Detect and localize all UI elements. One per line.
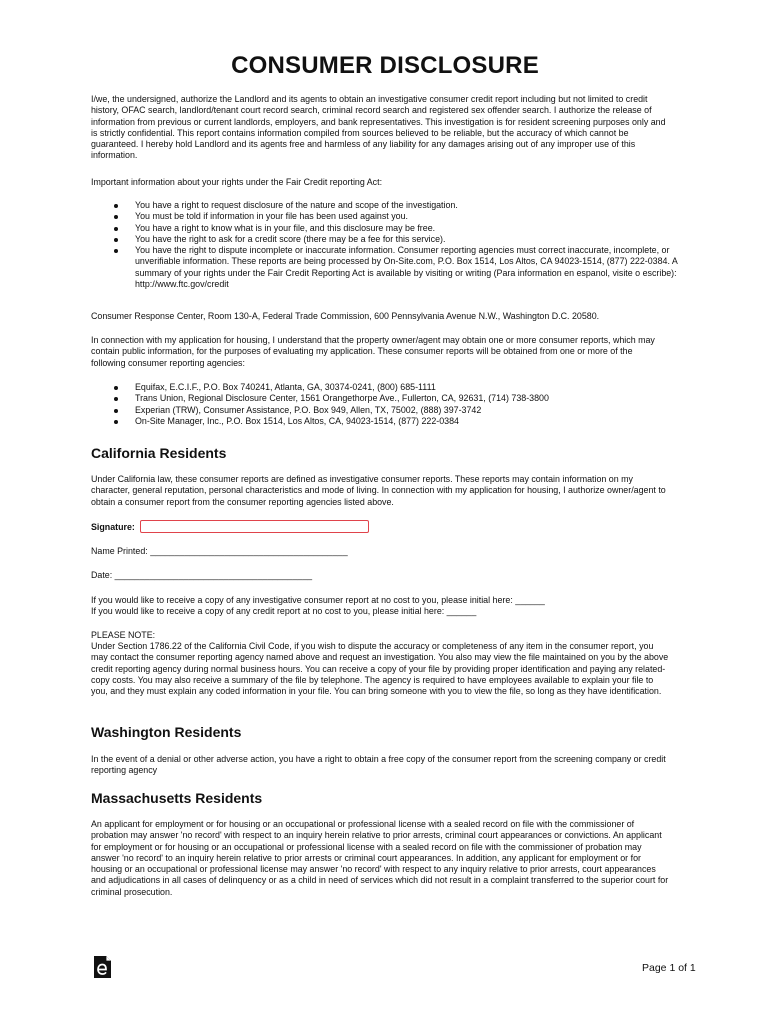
signature-field[interactable]: [140, 520, 369, 533]
massachusetts-paragraph: An applicant for employment or for housing or an occupational or professional license with a sealed record on file with the commissioner of probation may answer 'no record' with respect to an inquiry herein relative to prior arrests, criminal court appearances or convictions. An applicant for employment or for housing or an occupational or professional license with a sealed record on file with the commissioner of probation may answer 'no record' to an inquiry herein relative to prior arrests or criminal court appearances. In addition, any applicant for employment or for housing or an occupational or professional license may answer 'no record' with respect to any inquiry relative to prior arrests, court appearances and adjudications in all cases of delinquency or as a child in need of services which did not result in a complaint transferred to the superior court for criminal prosecution.: [91, 819, 669, 897]
please-note-paragraph: Under Section 1786.22 of the California Civil Code, if you wish to dispute the accuracy or completeness of any item in the consumer report, you may contact the consumer reporting agency named above and request an investigation. You also may view the file maintained on you by the above credit reporting agency during normal business hours. You can receive a copy of your file by providing proper identification and paying any related-copy costs. You may also receive a summary of the file by telephone. The agency is required to have employees available to explain your file to you, and they must explain any coded information in your file. You can bring someone with you to view the file, so long as they have identification.: [91, 641, 669, 697]
washington-heading: Washington Residents: [91, 724, 242, 740]
list-item: You must be told if information in your file has been used against you.: [112, 211, 678, 222]
signature-label: Signature:: [91, 522, 135, 532]
intro-paragraph: I/we, the undersigned, authorize the Landlord and its agents to obtain an investigative consumer credit report including but not limited to credit history, OFAC search, landlord/tenant court record search, criminal record search and registered sex offender search. I authorize the release of information from previous or current landlords, employers, and bank representatives. This investigation is for resident screening purposes only and is strictly confidential. This report contains information compiled from sources believed to be reliable, but the accuracy of which cannot be guaranteed. I hereby hold Landlord and its agents free and harmless of any liability for any damages arising out of any improper use of this information.: [91, 94, 666, 161]
list-item: Equifax, E.C.I.F., P.O. Box 740241, Atlanta, GA, 30374-0241, (800) 685-1111: [112, 382, 678, 393]
list-item: Trans Union, Regional Disclosure Center, 1561 Orangethorpe Ave., Fullerton, CA, 92631, (714) 738-3800: [112, 393, 678, 404]
rights-list: [112, 200, 678, 290]
california-paragraph: Under California law, these consumer reports are defined as investigative consumer reports. These reports may contain information on my character, general reputation, personal characteristics and mode of living. In connection with my application for housing, I authorize owner/agent to obtain a consumer report from the consumer reporting agencies listed above.: [91, 474, 666, 507]
massachusetts-heading: Massachusetts Residents: [91, 790, 263, 806]
date-line: Date: ________________________________________: [91, 570, 313, 580]
please-note-label: PLEASE NOTE:: [91, 630, 156, 640]
copy-credit-line: If you would like to receive a copy of any credit report at no cost to you, please initial here: ______: [91, 606, 477, 616]
page-number: Page 1 of 1: [642, 962, 696, 974]
ftc-address: Consumer Response Center, Room 130-A, Federal Trade Commission, 600 Pennsylvania Avenue N.W., Washington D.C. 20580.: [91, 311, 600, 321]
list-item: You have a right to know what is in your file, and this disclosure may be free.: [112, 223, 678, 234]
list-item: Experian (TRW), Consumer Assistance, P.O. Box 949, Allen, TX, 75002, (888) 397-3742: [112, 405, 678, 416]
list-item: You have a right to request disclosure of the nature and scope of the investigation.: [112, 200, 678, 211]
california-heading: California Residents: [91, 445, 227, 461]
page-title: CONSUMER DISCLOSURE: [231, 52, 539, 79]
document-logo-icon: [93, 955, 112, 979]
agencies-list: [112, 382, 678, 427]
rights-intro: Important information about your rights under the Fair Credit reporting Act:: [91, 177, 383, 187]
list-item: You have the right to ask for a credit score (there may be a fee for this service).: [112, 234, 678, 245]
list-item: On-Site Manager, Inc., P.O. Box 1514, Los Altos, CA, 94023-1514, (877) 222-0384: [112, 416, 678, 427]
copy-investigative-line: If you would like to receive a copy of any investigative consumer report at no cost to you, please initial here: ______: [91, 595, 545, 605]
housing-paragraph: In connection with my application for housing, I understand that the property owner/agent may obtain one or more consumer reports, which may contain public information, for the purposes of evaluating my application. These consumer reports will be obtained from one or more of the following consumer reporting agencies:: [91, 335, 655, 368]
list-item: You have the right to dispute incomplete or inaccurate information. Consumer reporting agencies must correct inaccurate, incomplete, or unverifiable information. These reports are being processed by On-Site.com, P.O. Box 1514, Los Altos, CA 94023-1514, (877) 222-0384. A summary of your rights under the Fair Credit Reporting Act is available by visiting or writing (Para information en espanol, visite o escribe): http://www.ftc.gov/credit: [112, 245, 678, 290]
washington-paragraph: In the event of a denial or other adverse action, you have a right to obtain a free copy of the consumer report from the screening company or credit reporting agency: [91, 754, 666, 776]
name-printed-line: Name Printed: ________________________________________: [91, 546, 348, 556]
